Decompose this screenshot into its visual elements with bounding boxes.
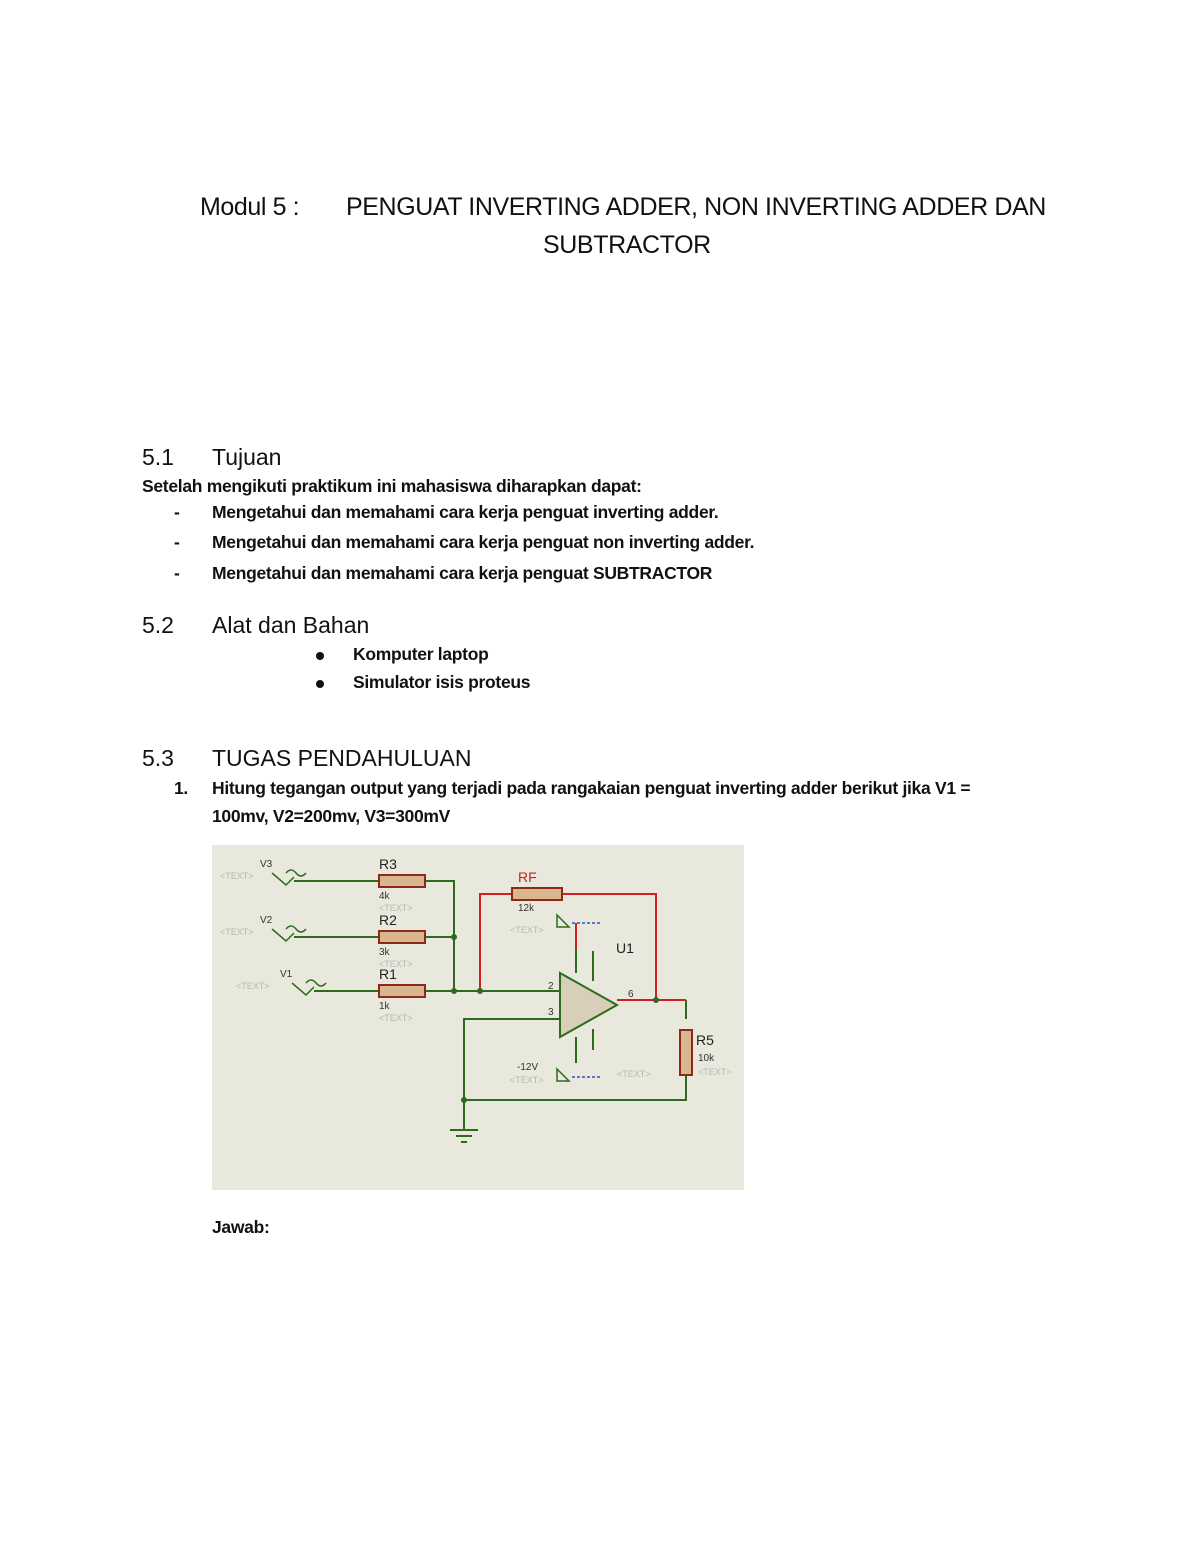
junction-dot [451,934,457,940]
junction-dot [477,988,483,994]
task-text-line2: 100mv, V2=200mv, V3=300mV [212,806,451,826]
placeholder-text: <TEXT> [617,1069,651,1079]
tujuan-item: Mengetahui dan memahami cara kerja penguat non inverting adder. [212,532,755,552]
placeholder-text: <TEXT> [220,927,254,937]
label-r2: R2 [379,912,397,928]
resistor-r5 [680,1030,692,1075]
label-r1: R1 [379,966,397,982]
source-v3-icon [272,873,294,885]
answer-label: Jawab: [212,1217,270,1237]
source-v2-icon [272,929,294,941]
module-label: Modul 5 : [200,193,300,221]
label-v2: V2 [260,915,273,926]
alat-item: Komputer laptop [353,644,489,664]
section-tujuan-number: 5.1 [142,444,174,470]
placeholder-text: <TEXT> [698,1067,732,1077]
placeholder-text: <TEXT> [236,981,270,991]
wire-feedback-left [480,894,512,991]
page-title-line2: SUBTRACTOR [543,231,711,259]
tujuan-item: Mengetahui dan memahami cara kerja penguat inverting adder. [212,502,719,522]
list-dash: - [174,563,180,583]
resistor-rf [512,888,562,900]
pin-6-label: 6 [628,989,634,1000]
value-r1: 1k [379,1001,390,1012]
value-r5: 10k [698,1053,715,1064]
opamp-triangle [560,973,617,1037]
supply-terminal-bottom [557,1069,569,1081]
section-tugas-title: TUGAS PENDAHULUAN [212,745,472,771]
circuit-schematic [212,845,744,1190]
section-tugas-number: 5.3 [142,745,174,771]
resistor-r2 [379,931,425,943]
placeholder-text: <TEXT> [220,871,254,881]
resistor-r1 [379,985,425,997]
label-neg-supply: -12V [517,1062,539,1073]
junction-dot [461,1097,467,1103]
placeholder-text: <TEXT> [379,1013,413,1023]
placeholder-text: <TEXT> [379,903,413,913]
pin-3-label: 3 [548,1007,554,1018]
value-r3: 4k [379,891,390,902]
task-text-line1: Hitung tegangan output yang terjadi pada rangakaian penguat inverting adder berikut jika V1 = [212,778,971,798]
section-alat-title: Alat dan Bahan [212,612,370,638]
label-r3: R3 [379,856,397,872]
value-r2: 3k [379,947,390,958]
section-tujuan-title: Tujuan [212,444,282,470]
junction-dot [653,997,659,1003]
junction-dot [451,988,457,994]
circuit-diagram [212,845,744,1190]
ground-icon [450,1130,478,1142]
label-u1: U1 [616,940,634,956]
bullet-icon [316,680,324,688]
pin-2-label: 2 [548,981,554,992]
alat-item: Simulator isis proteus [353,672,531,692]
task-number: 1. [174,778,188,798]
bullet-icon [316,652,324,660]
placeholder-text: <TEXT> [510,1075,544,1085]
label-v1: V1 [280,969,293,980]
value-rf: 12k [518,903,535,914]
tujuan-item: Mengetahui dan memahami cara kerja penguat SUBTRACTOR [212,563,713,583]
supply-terminal-top [557,915,569,927]
placeholder-text: <TEXT> [510,925,544,935]
list-dash: - [174,502,180,522]
label-r5: R5 [696,1032,714,1048]
label-rf: RF [518,869,537,885]
label-v3: V3 [260,859,273,870]
placeholder-text: <TEXT> [379,959,413,969]
tujuan-intro: Setelah mengikuti praktikum ini mahasiswa diharapkan dapat: [142,476,642,496]
source-v1-icon [292,983,314,995]
resistor-r3 [379,875,425,887]
list-dash: - [174,532,180,552]
page-title-line1: PENGUAT INVERTING ADDER, NON INVERTING ADDER DAN [346,193,1046,221]
section-alat-number: 5.2 [142,612,174,638]
